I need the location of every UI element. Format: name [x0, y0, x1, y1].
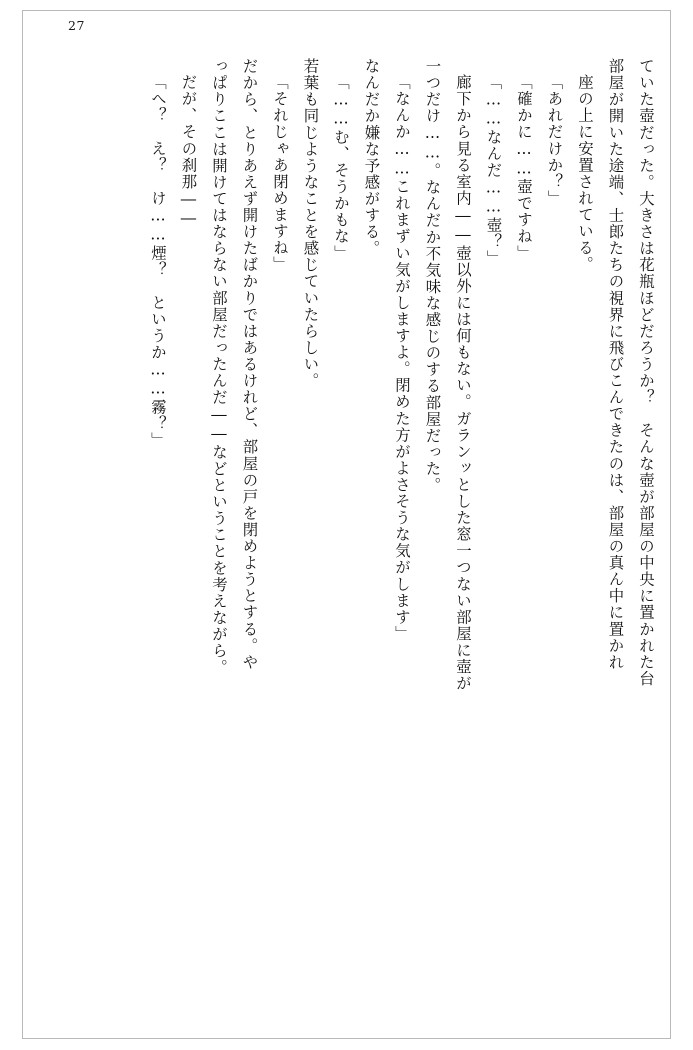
text-column: 廊下から見る室内――壺以外には何もない。ガランッとした窓一つない部屋に壺が — [454, 74, 472, 692]
text-column: っぱりここは開けてはならない部屋だったんだ――などということを考えながら。 — [210, 58, 228, 676]
text-column: なんだか嫌な予感がする。 — [362, 58, 381, 257]
text-column: 座の上に安置されている。 — [576, 74, 594, 273]
text-column: 一つだけ……。なんだか不気味な感じのする部屋だった。 — [423, 58, 442, 494]
text-column: 部屋が開いた途端、士郎たちの視界に飛びこんできたのは、部屋の真ん中に置かれ — [606, 58, 625, 671]
text-column: だが、その刹那―― — [179, 74, 198, 229]
text-column: だから、とりあえず開けたばかりではあるけれど、部屋の戸を閉めようとする。や — [240, 58, 259, 671]
text-column: 「へ？ え？ け……煙？ というか……霧？」 — [149, 74, 167, 449]
text-column: 「それじゃあ閉めますね」 — [271, 74, 289, 273]
text-column: 若葉も同じようなことを感じていたらしい。 — [301, 58, 320, 389]
text-column: 「……なんだ……壺？」 — [484, 74, 503, 267]
text-column: 「あれだけか？」 — [545, 74, 564, 207]
text-column: 「なんか……これまずい気がしますよ。閉めた方がよさそうな気がします」 — [393, 74, 411, 642]
text-column: 「確かに……壺ですね」 — [515, 74, 533, 262]
text-column: 「……む、そうかもな」 — [332, 74, 350, 262]
text-column: ていた壺だった。大きさは花瓶ほどだろうか？ そんな壺が部屋の中央に置かれた台 — [637, 58, 655, 687]
page-number: 27 — [68, 18, 85, 33]
vertical-text-body — [40, 58, 653, 1018]
